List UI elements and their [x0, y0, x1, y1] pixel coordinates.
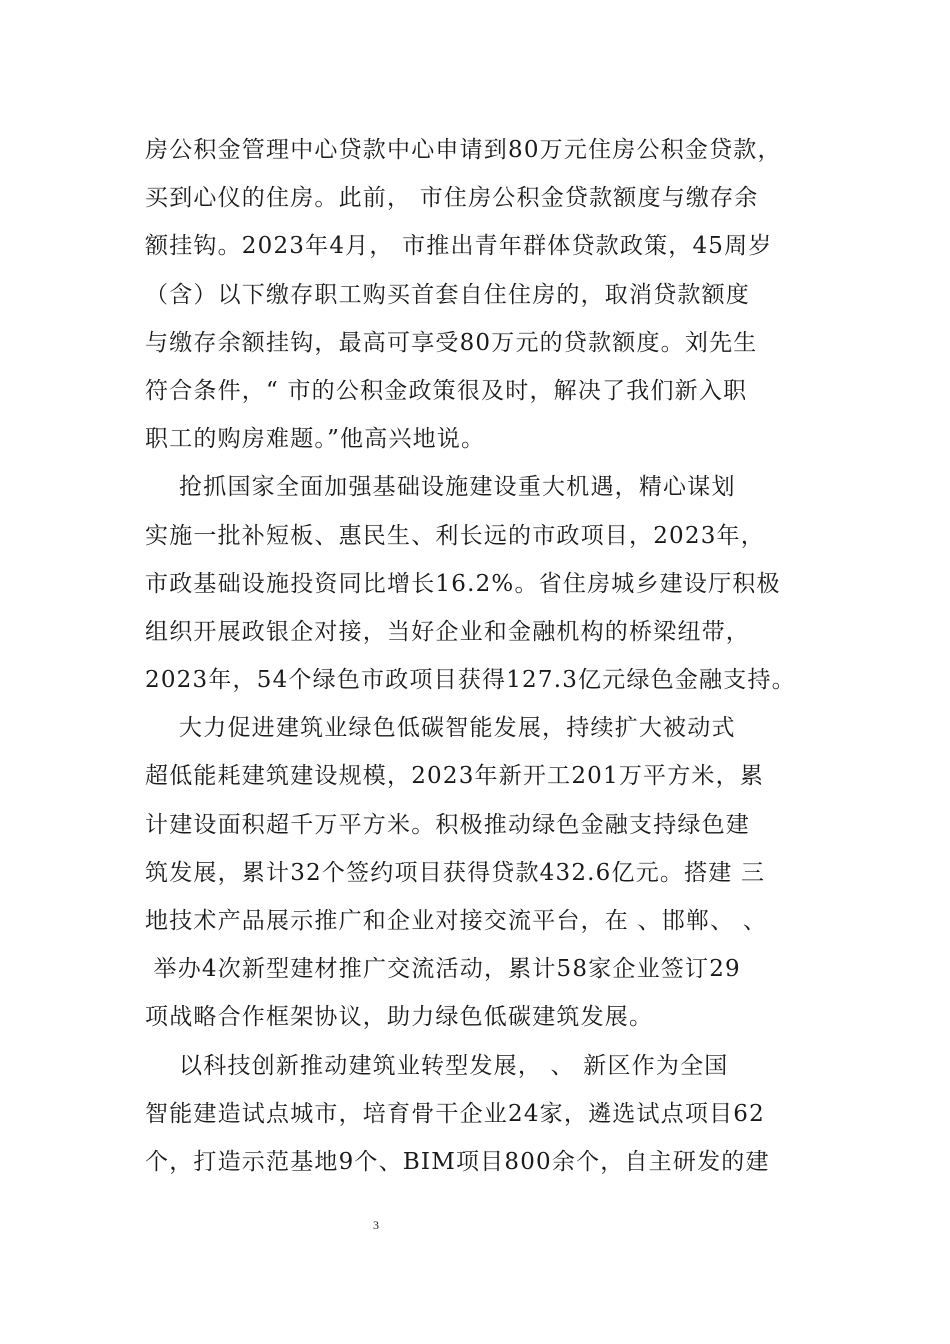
text-line: 抢抓国家全面加强基础设施建设重大机遇，精心谋划 [145, 474, 736, 501]
text-line: 房公积金管理中心贷款中心申请到80万元住房公积金贷款， [145, 137, 782, 163]
text-line: 个，打造示范基地9个、BIM项目800余个，自主研发的建 [145, 1148, 770, 1175]
text-line: 举办4次新型建材推广交流活动，累计58家企业签订29 [145, 956, 741, 983]
text-line: 组织开展政银企对接，当好企业和金融机构的桥梁纽带， [145, 618, 750, 645]
text-line: 智能建造试点城市，培育骨干企业24家，遴选试点项目62 [145, 1100, 765, 1127]
text-line: 符合条件，“ 市的公积金政策很及时，解决了我们新入职 [145, 377, 748, 404]
text-line: 以科技创新推动建筑业转型发展， 、 新区作为全国 [145, 1052, 729, 1079]
text-line: 筑发展，累计32个签约项目获得贷款432.6亿元。搭建 三 [145, 859, 766, 886]
paragraph-green-building [145, 704, 810, 1041]
text-line: 地技术产品展示推广和企业对接交流平台，在 、邯郸、 、 [145, 908, 768, 934]
paragraph-housing-fund [145, 126, 810, 463]
text-line: 职工的购房难题。”他高兴地说。 [145, 426, 486, 453]
text-line: 买到心仪的住房。此前， 市住房公积金贷款额度与缴存余 [145, 185, 759, 212]
page-number: 3 [373, 1218, 379, 1232]
text-line: 实施一批补短板、惠民生、利长远的市政项目，2023年， [145, 522, 765, 549]
text-line: 额挂钩。2023年4月， 市推出青年群体贷款政策，45周岁 [145, 233, 773, 260]
text-line: 项战略合作框架协议，助力绿色低碳建筑发展。 [145, 1004, 654, 1031]
text-line: 市政基础设施投资同比增长16.2%。省住房城乡建设厅积极 [145, 570, 781, 597]
paragraph-tech-innovation [145, 1042, 810, 1187]
text-line: 大力促进建筑业绿色低碳智能发展，持续扩大被动式 [145, 715, 736, 742]
paragraph-infrastructure [145, 463, 810, 704]
text-line: 与缴存余额挂钩，最高可享受80万元的贷款额度。刘先生 [145, 329, 758, 356]
text-line: 计建设面积超千万平方米。积极推动绿色金融支持绿色建 [145, 811, 750, 838]
text-line: 2023年，54个绿色市政项目获得127.3亿元绿色金融支持。 [145, 667, 796, 694]
text-line: 超低能耗建筑建设规模，2023年新开工201万平方米，累 [145, 763, 765, 790]
text-line: （含）以下缴存职工购买首套自住住房的，取消贷款额度 [145, 281, 750, 308]
body-text [145, 126, 810, 1186]
